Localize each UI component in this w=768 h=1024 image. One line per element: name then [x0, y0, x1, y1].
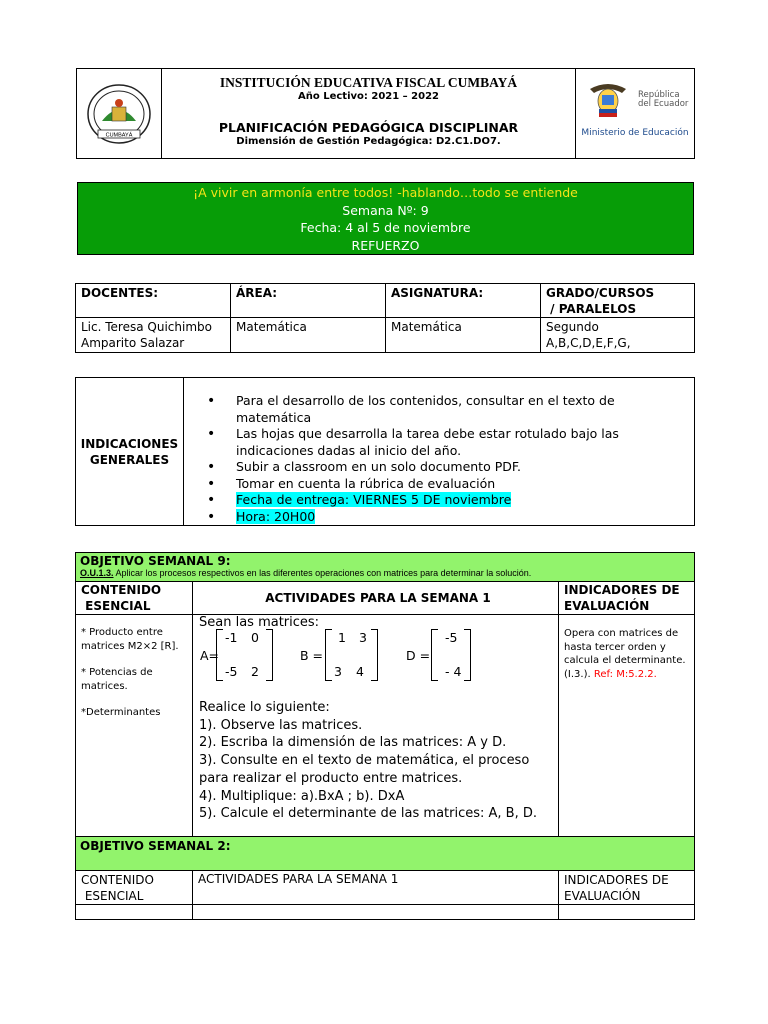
matrices-intro: Sean las matrices:: [199, 615, 320, 630]
matrix-a-right-bracket: [266, 629, 273, 681]
sections-value: A,B,C,D,E,F,G,: [546, 336, 631, 350]
obj2-empty-cell-1: [76, 905, 193, 920]
area-cell: Matemática: [231, 318, 386, 353]
indications-list: [184, 393, 684, 525]
tasks-intro: Realice lo siguiente:: [199, 700, 330, 715]
teacher-1: Lic. Teresa Quichimbo: [81, 320, 212, 334]
dimension-line: Dimensión de Gestión Pedagógica: D2.C1.DO7.: [236, 136, 501, 147]
obj1-col-indicators-line1: INDICADORES DE: [564, 583, 680, 597]
institution-name: INSTITUCIÓN EDUCATIVA FISCAL CUMBAYÁ: [219, 75, 518, 90]
indications-list-cell: [184, 378, 695, 526]
matrix-a-r1c1: -1: [225, 630, 238, 645]
matrix-b-r1c2: 3: [359, 630, 367, 645]
plan-title: PLANIFICACIÓN PEDAGÓGICA DISCIPLINAR: [218, 120, 519, 135]
list-item: 2). Escriba la dimensión de las matrices: A y D.: [199, 735, 507, 751]
teachers-cell: [76, 318, 231, 353]
matrix-b-r2c2: 4: [356, 664, 364, 679]
obj1-indicator-cell: [559, 615, 695, 837]
teacher-2: Amparito Salazar: [81, 336, 185, 350]
content-item-powers: * Potencias de matrices.: [81, 667, 153, 692]
week-banner: [77, 182, 694, 255]
grade-cell: [541, 318, 695, 353]
matrix-b-right-bracket: [371, 629, 378, 681]
obj2-col-content-line2: ESENCIAL: [81, 889, 144, 903]
obj2-col-content: [76, 871, 193, 905]
obj2-col-content-line1: CONTENIDO: [81, 873, 154, 887]
matrix-b-r1c1: 1: [338, 630, 346, 645]
content-item-product: * Producto entre matrices M2×2 [R].: [81, 627, 179, 652]
indications-table: [75, 377, 695, 526]
objective1-code: O.U.1.3.: [80, 568, 114, 578]
due-date-highlight: Fecha de entrega: VIERNES 5 DE noviembre: [236, 492, 512, 507]
list-item: • Para el desarrollo de los contenidos, consultar en el texto de matemática: [184, 393, 684, 426]
banner-motto: ¡A vivir en armonía entre todos! -hablando…todo se entiende: [193, 185, 578, 200]
matrix-d-label: D =: [406, 648, 431, 663]
list-item: 3). Consulte en el texto de matemática, el proceso para realizar el producto entre matrices.: [199, 753, 530, 786]
matrix-d-r1: -5: [445, 630, 458, 645]
matrix-d-right-bracket: [464, 629, 471, 681]
header-title-cell: [162, 69, 576, 159]
logo-cell: [77, 69, 162, 159]
banner-date: Fecha: 4 al 5 de noviembre: [300, 220, 471, 235]
objective2-header: OBJETIVO SEMANAL 2:: [76, 837, 695, 871]
banner-week: Semana Nº: 9: [342, 202, 429, 218]
matrix-b-label: B =: [300, 648, 324, 663]
obj1-col-content-line1: CONTENIDO: [81, 583, 162, 597]
matrix-b-left-bracket: [325, 629, 332, 681]
ministry-cell: [576, 69, 695, 159]
matrix-a-r2c1: -5: [225, 664, 238, 679]
list-item: • Subir a classroom en un solo documento PDF.: [184, 459, 684, 476]
obj2-col-indicators-line1: INDICADORES DE: [564, 873, 669, 887]
indications-label-cell: [76, 378, 184, 526]
ministry-name: Ministerio de Educación: [581, 127, 689, 138]
list-item: 5). Calcule el determinante de las matrices: A, B, D.: [199, 806, 538, 822]
content-item-determinants: *Determinantes: [81, 707, 161, 718]
obj2-col-indicators-line2: EVALUACIÓN: [564, 889, 641, 903]
staff-table: [75, 283, 695, 353]
obj2-empty-cell-3: [559, 905, 695, 920]
matrix-a-r2c2: 2: [251, 664, 259, 679]
list-item: • Las hojas que desarrolla la tarea debe estar rotulado bajo las indicaciones dadas al inicio del año.: [184, 426, 684, 459]
obj2-col-activities: ACTIVIDADES PARA LA SEMANA 1: [193, 871, 559, 905]
ecuador-coat-of-arms-icon: [586, 79, 630, 119]
list-item: [184, 492, 684, 509]
obj1-col-content: [76, 582, 193, 615]
school-year: Año Lectivo: 2021 – 2022: [298, 91, 439, 102]
republic-line1: República: [638, 89, 680, 100]
matrix-d-left-bracket: [431, 629, 438, 681]
objective1-header: [76, 553, 695, 582]
matrix-d-r2: - 4: [445, 664, 462, 679]
subject-cell: Matemática: [386, 318, 541, 353]
matrix-a-label: A=: [200, 648, 220, 663]
obj1-col-indicators: [559, 582, 695, 615]
obj1-col-activities: ACTIVIDADES PARA LA SEMANA 1: [193, 582, 559, 615]
seal-label: CUMBAYÁ: [105, 132, 133, 138]
obj1-contents-cell: [76, 615, 193, 837]
objective1-description: Aplicar los procesos respectivos en las diferentes operaciones con matrices para determinar la solución.: [113, 568, 532, 578]
banner-type: REFUERZO: [351, 237, 420, 253]
grade-value: Segundo: [546, 320, 599, 334]
indications-label-line1: INDICACIONES: [80, 436, 179, 451]
obj2-empty-cell-2: [193, 905, 559, 920]
subject-header: ASIGNATURA:: [386, 284, 541, 318]
grade-header: [541, 284, 695, 318]
indicator-text: Opera con matrices de hasta tercer orden y calcula el determinante. (I.3.).: [564, 628, 686, 680]
list-item: [184, 509, 684, 526]
indications-label-line2: GENERALES: [89, 452, 170, 467]
matrix-a-left-bracket: [216, 629, 223, 681]
due-time-highlight: Hora: 20H00: [236, 508, 316, 524]
list-item: • Tomar en cuenta la rúbrica de evaluación: [184, 476, 684, 493]
obj2-col-indicators: [559, 871, 695, 905]
matrix-b-r2c1: 3: [334, 664, 342, 679]
objective1-title: OBJETIVO SEMANAL 9:: [80, 554, 231, 568]
indicator-ref: Ref: M:5.2.2.: [590, 668, 657, 680]
matrix-a-r1c2: 0: [251, 630, 259, 645]
school-seal-icon: [84, 81, 154, 147]
teachers-header: DOCENTES:: [76, 284, 231, 318]
republic-line2: del Ecuador: [638, 98, 689, 109]
obj1-activities-cell: [193, 615, 559, 837]
grade-header-line2: / PARALELOS: [546, 302, 637, 316]
objective1-text: [80, 568, 694, 579]
obj1-col-indicators-line2: EVALUACIÓN: [564, 599, 650, 613]
task-list: [199, 699, 558, 823]
list-item: 4). Multiplique: a).BxA ; b). DxA: [199, 788, 405, 804]
obj1-col-content-line2: ESENCIAL: [81, 599, 151, 613]
objectives-table: [75, 552, 695, 920]
list-item: 1). Observe las matrices.: [199, 717, 363, 733]
header-table: [76, 68, 695, 159]
grade-header-line1: GRADO/CURSOS: [546, 286, 655, 300]
area-header: ÁREA:: [231, 284, 386, 318]
